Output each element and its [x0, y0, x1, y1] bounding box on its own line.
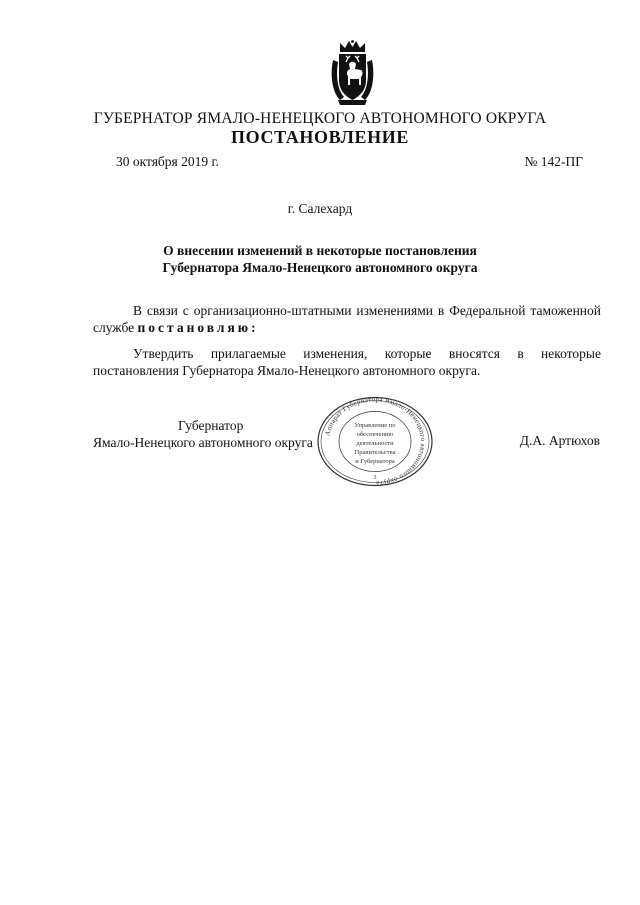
signature-title — [93, 417, 313, 451]
document-number: № 142-ПГ — [524, 154, 583, 169]
stamp-bottom-mark: 3 — [373, 475, 377, 481]
signature-title-line-1: Губернатор — [178, 418, 244, 433]
stamp-ring-text: Аппарат Губернатора Ямало-Ненецкого автономного округа — [323, 395, 428, 488]
document-type: ПОСТАНОВЛЕНИЕ — [231, 127, 409, 147]
document-heading — [0, 242, 640, 276]
coat-of-arms-icon — [330, 40, 375, 106]
paragraph-2: Утвердить прилагаемые изменения, которые вносятся в некоторые постановления Губернатора Ямало-Ненецкого автономного округа. — [93, 346, 601, 378]
issuer-title: ГУБЕРНАТОР ЯМАЛО-НЕНЕЦКОГО АВТОНОМНОГО ОКРУГА — [93, 110, 547, 127]
paragraph-1-text: В связи с организационно-штатными изменениями в Федеральной таможенной службе — [93, 303, 601, 335]
heading-line-2: Губернатора Ямало-Ненецкого автономного округа — [162, 260, 478, 275]
stamp-line-4: Правительства — [354, 449, 396, 456]
paragraph-1-emphasis: постановляю: — [137, 320, 259, 335]
heading-line-1: О внесении изменений в некоторые постановления — [163, 243, 477, 258]
stamp-line-5: и Губернатора — [355, 458, 395, 465]
stamp-line-1: Управление по — [354, 422, 396, 429]
signer-name: Д.А. Артюхов — [519, 433, 600, 448]
signature-title-line-2: Ямало-Ненецкого автономного округа — [93, 435, 313, 450]
paragraph-1 — [93, 302, 601, 336]
official-stamp — [315, 395, 435, 488]
document-date: 30 октября 2019 г. — [116, 154, 219, 169]
document-city: г. Салехард — [287, 201, 353, 216]
stamp-line-3: деятельности — [356, 440, 394, 447]
stamp-line-2: обеспечению — [356, 431, 394, 438]
